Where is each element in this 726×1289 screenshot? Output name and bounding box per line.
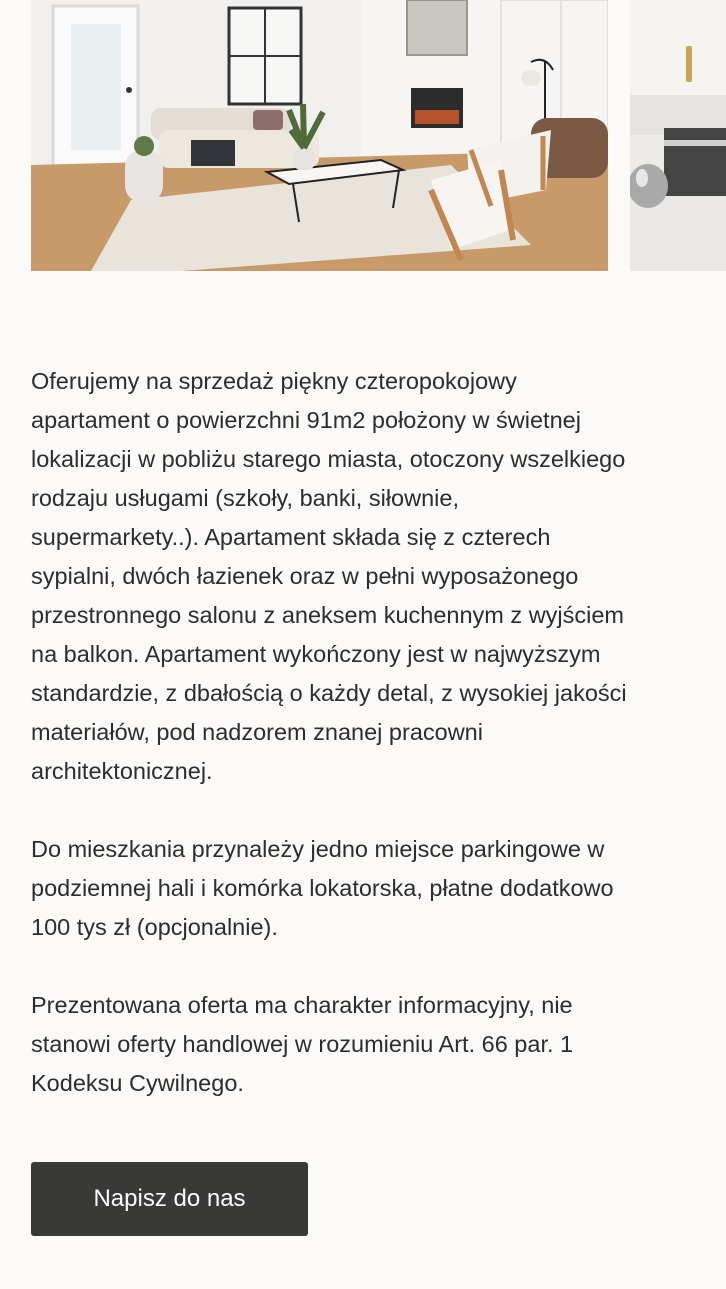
photo-gallery[interactable] <box>0 0 726 271</box>
kitchen-photo[interactable] <box>630 0 726 271</box>
description-paragraph: Do mieszkania przynależy jedno miejsce parkingowe w podziemnej hali i komórka lokatorska, płatne dodatkowo 100 tys zł (opcjonalnie). <box>31 836 614 940</box>
living-room-photo[interactable] <box>31 0 608 271</box>
property-description <box>31 362 703 1142</box>
description-paragraph: Prezentowana oferta ma charakter informacyjny, nie stanowi oferty handlowej w rozumieniu Art. 66 par. 1 Kodeksu Cywilnego. <box>31 992 574 1096</box>
description-paragraph: Oferujemy na sprzedaż piękny czteropokojowy apartament o powierzchni 91m2 położony w świetnej lokalizacji w pobliżu starego miasta, otoczony wszelkiego rodzaju usługami (szkoły, banki, siłownie, supermarkety..). Apartament składa się z czterech sypialni, dwóch łazienek oraz w pełni wyposażonego przestronnego salonu z aneksem kuchennym z wyjściem na balkon. Apartament wykończony jest w najwyższym standardzie, z dbałością o każdy detal, z wysokiej jakości materiałów, pod nadzorem znanej pracowni architektonicznej. <box>31 368 627 784</box>
contact-button[interactable]: Napisz do nas <box>31 1162 308 1236</box>
